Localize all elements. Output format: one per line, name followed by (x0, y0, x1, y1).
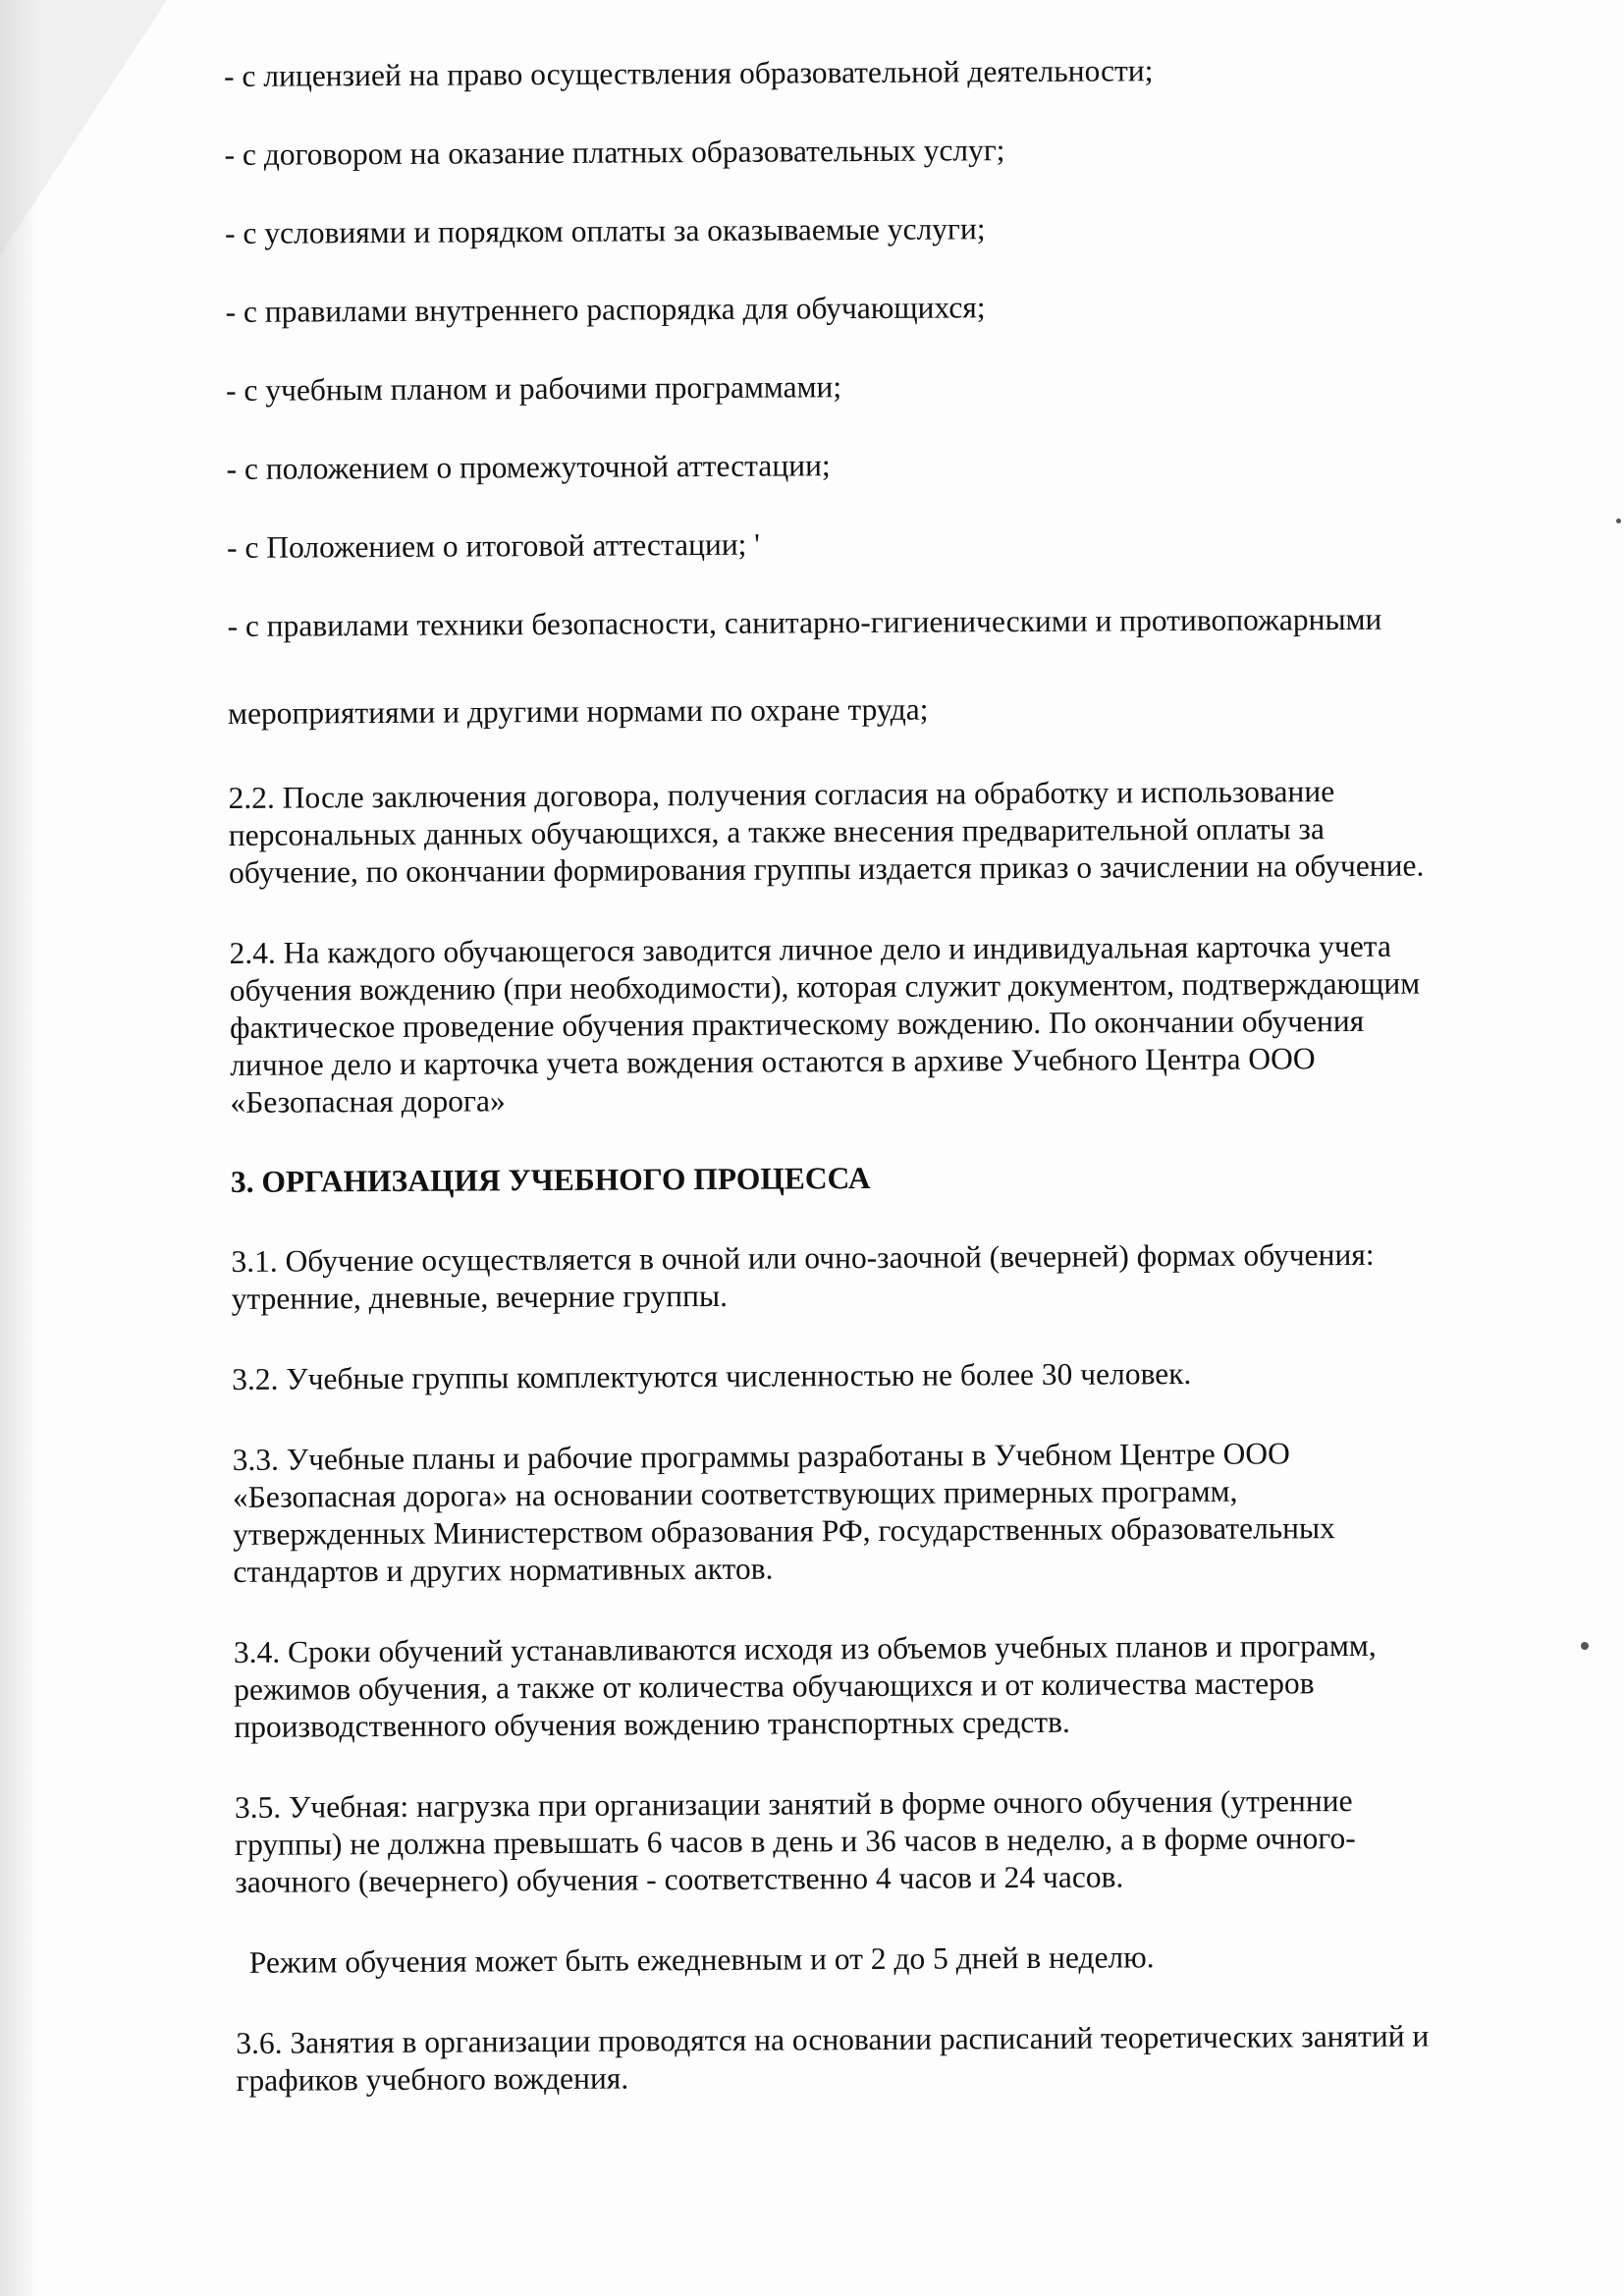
paragraph-line: производственного обучения вождению транспортных средств. (234, 1704, 1070, 1744)
bullet-item (226, 365, 1522, 409)
paragraph-2-4 (229, 927, 1526, 1121)
bullet-continuation-text: мероприятиями и другими нормами по охране труда; (227, 691, 929, 731)
scan-speck (1616, 519, 1621, 523)
paragraph-line: персональных данных обучающихся, а также внесения предварительной оплаты за (228, 811, 1326, 852)
scan-speck (1581, 1642, 1589, 1650)
document-body (224, 51, 1533, 2100)
bullet-item (226, 444, 1522, 487)
paragraph-line: 3.3. Учебные планы и рабочие программы разработаны в Учебном Центре ООО (232, 1436, 1290, 1477)
paragraph-line: группы) не должна превышать 6 часов в день и 36 часов в неделю, а в форме очного- (235, 1820, 1356, 1862)
bullet-text: - с учебным планом и рабочими программами; (225, 369, 842, 408)
section-heading-text: 3. ОРГАНИЗАЦИЯ УЧЕБНОГО ПРОЦЕССА (230, 1160, 871, 1199)
scan-shadow-edge (0, 0, 39, 2296)
paragraph-3-5 (235, 1781, 1532, 1901)
bullet-text: - с положением о промежуточной аттестации; (226, 448, 831, 486)
bullet-continuation (228, 688, 1524, 732)
paragraph-line: 3.1. Обучение осуществляется в очной или очно-заочной (вечерней) формах обучения: (231, 1236, 1375, 1279)
section-3-heading (231, 1157, 1527, 1200)
paragraph-line: «Безопасная дорога» на основании соответствующих примерных программ, (232, 1473, 1238, 1514)
bullet-item (224, 130, 1520, 173)
bullet-text: - с правилами техники безопасности, санитарно-гигиеническими и противопожарными (227, 601, 1382, 643)
paragraph-3-1 (231, 1235, 1527, 1318)
paragraph-line: графиков учебного вождения. (236, 2060, 629, 2098)
paragraph-line: утвержденных Министерством образования РФ, государственных образовательных (233, 1510, 1335, 1552)
paragraph-line: утренние, дневные, вечерние группы. (231, 1278, 729, 1316)
bullet-item (227, 601, 1523, 644)
bullet-text: - с условиями и порядком оплаты за оказываемые услуги; (224, 211, 986, 250)
paragraph-3-2 (232, 1353, 1528, 1398)
paragraph-line: 2.4. На каждого обучающегося заводится личное дело и индивидуальная карточка учета (229, 928, 1391, 970)
paragraph-line: заочного (вечернего) обучения - соответственно 4 часов и 24 часов. (235, 1859, 1124, 1899)
bullet-text: - с Положением о итоговой аттестации; ' (226, 526, 761, 565)
scan-folded-corner (0, 0, 167, 255)
bullet-item (224, 51, 1520, 94)
bullet-text: - с лицензией на право осуществления образовательной деятельности; (224, 53, 1154, 93)
bullet-text: - с правилами внутреннего распорядка для обучающихся; (225, 290, 986, 329)
paragraph-line: личное дело и карточка учета вождения остаются в архиве Учебного Центра ООО (230, 1041, 1316, 1082)
paragraph-line: «Безопасная дорога» (230, 1083, 506, 1120)
bullet-item (225, 208, 1521, 251)
paragraph-3-6 (236, 2017, 1532, 2100)
paragraph-line: 2.2. После заключения договора, получения согласия на обработку и использование (228, 774, 1335, 815)
paragraph-line: 3.6. Занятия в организации проводятся на основании расписаний теоретических занятий и (236, 2018, 1430, 2060)
paragraph-2-2 (228, 772, 1525, 892)
paragraph-line: режимов обучения, а также от количества обучающихся и от количества мастеров (234, 1666, 1315, 1707)
paragraph-line: Режим обучения может быть ежедневным и от 2 до 5 дней в неделю. (248, 1940, 1155, 1980)
paragraph-regime (236, 1937, 1532, 1982)
bullet-text: - с договором на оказание платных образовательных услуг; (224, 133, 1005, 172)
paragraph-line: обучения вождению (при необходимости), которая служит документом, подтверждающим (229, 965, 1421, 1008)
paragraph-line: стандартов и других нормативных актов. (233, 1551, 774, 1589)
paragraph-line: фактическое проведение обучения практическому вождению. По окончании обучения (229, 1003, 1365, 1045)
bullet-item (227, 522, 1523, 566)
paragraph-3-3 (233, 1434, 1530, 1591)
paragraph-3-4 (234, 1626, 1531, 1746)
paragraph-line: обучение, по окончании формирования группы издается приказ о зачислении на обучение. (228, 847, 1425, 890)
paragraph-line: 3.2. Учебные группы комплектуются численностью не более 30 человек. (232, 1356, 1192, 1396)
paragraph-line: 3.5. Учебная: нагрузка при организации занятий в форме очного обучения (утренние (234, 1783, 1353, 1825)
bullet-item (225, 287, 1521, 330)
paragraph-line: 3.4. Сроки обучений устанавливаются исходя из объемов учебных планов и программ, (233, 1627, 1377, 1669)
